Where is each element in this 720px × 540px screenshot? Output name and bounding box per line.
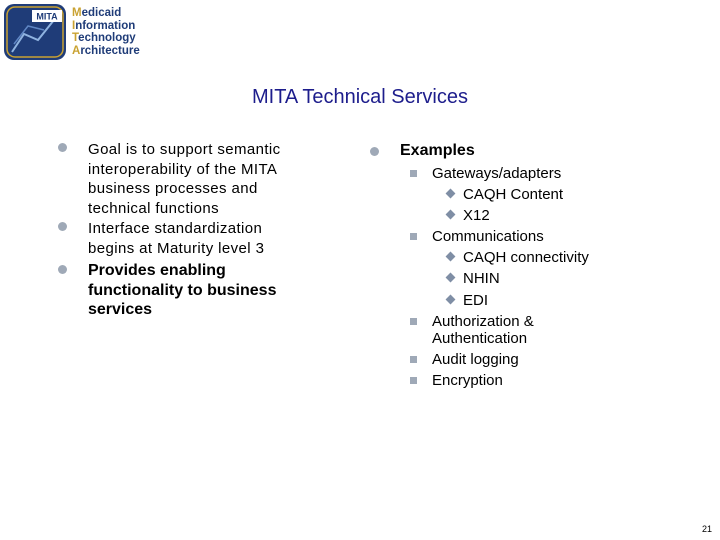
list-item: EDI [463, 292, 489, 309]
logo-line-architecture: Architecture [72, 44, 140, 57]
square-bullet-icon [410, 377, 417, 384]
page-title: MITA Technical Services [251, 86, 468, 108]
round-bullet-icon [58, 222, 67, 231]
logo-line-technology: Technology [72, 32, 136, 44]
list-item: NHIN [463, 270, 500, 287]
left-bullet-interface: Interface standardization begins at Maturity level 3 [88, 220, 265, 257]
square-bullet-icon [410, 233, 417, 240]
list-item: Communications [432, 228, 544, 245]
logo-line-information: Information [72, 19, 136, 32]
list-item: CAQH Content [463, 186, 564, 203]
left-bullet-provides: Provides enabling functionality to business services [88, 262, 277, 318]
list-item: Gateways/adapters [432, 165, 562, 182]
list-item: CAQH connectivity [463, 249, 589, 266]
svg-text:MITA: MITA [36, 11, 58, 22]
diamond-bullet-icon [446, 210, 456, 220]
diamond-bullet-icon [446, 252, 456, 262]
list-item: Encryption [432, 372, 503, 389]
list-item: Authentication [432, 330, 528, 347]
round-bullet-icon [58, 265, 67, 274]
mita-emblem-icon [4, 4, 66, 60]
list-item: Authorization & [432, 313, 534, 330]
logo-line-medicaid: Medicaid [72, 7, 122, 19]
square-bullet-icon [410, 356, 417, 363]
round-bullet-icon [370, 147, 379, 156]
square-bullet-icon [410, 318, 417, 325]
list-item: Audit logging [432, 351, 519, 368]
square-bullet-icon [410, 170, 417, 177]
diamond-bullet-icon [446, 273, 456, 283]
diamond-bullet-icon [446, 295, 456, 305]
round-bullet-icon [58, 143, 67, 152]
page-number: 21 [701, 524, 712, 534]
diamond-bullet-icon [446, 189, 456, 199]
list-item: X12 [463, 207, 490, 224]
left-bullet-goal: Goal is to support semantic interoperability of the MITA business processes and technical functions [88, 141, 281, 217]
examples-heading: Examples [400, 142, 475, 159]
mita-logo [0, 0, 145, 65]
